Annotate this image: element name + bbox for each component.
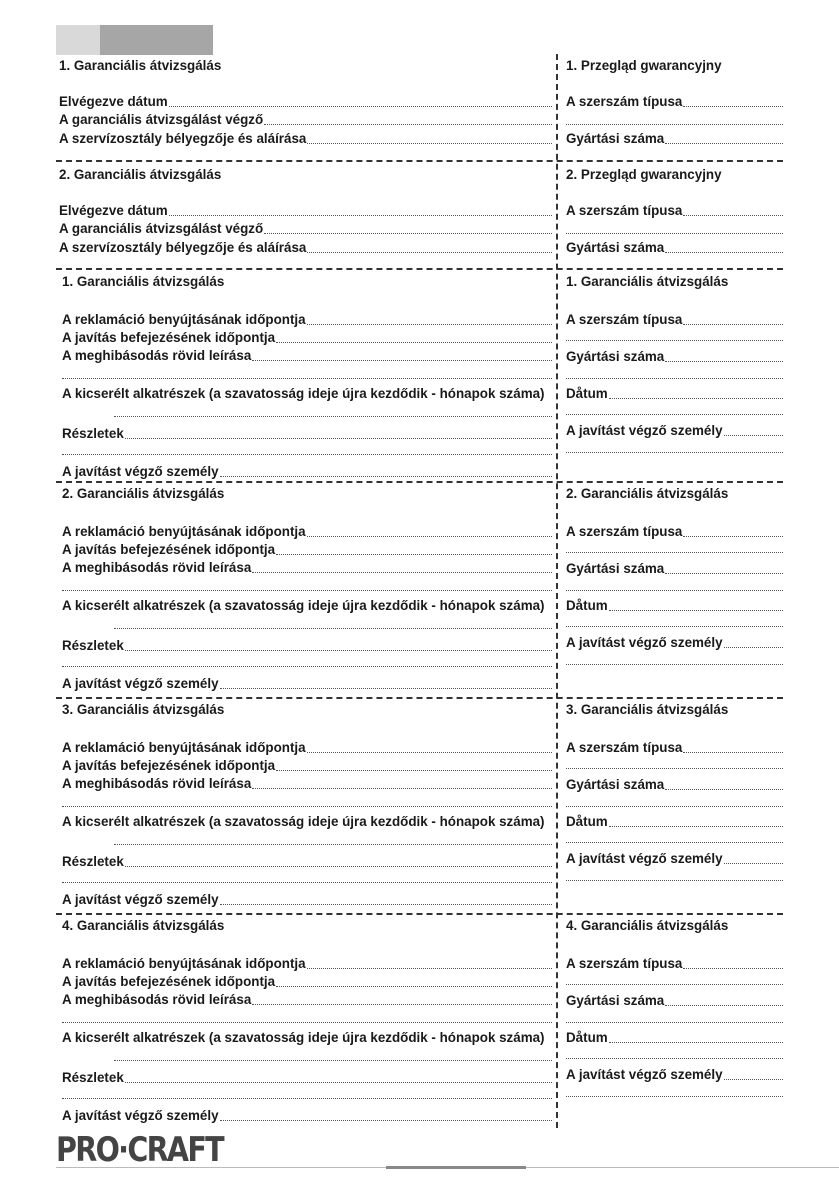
field-serial-number[interactable] bbox=[566, 240, 783, 256]
field-repair-person-right-label: A javítást végző személy bbox=[566, 423, 723, 438]
field-repair-person-label: A javítást végző személy bbox=[62, 1108, 219, 1123]
field-completed-date-dotted-line[interactable] bbox=[169, 106, 552, 107]
field-repair-person-right-label: A javítást végző személy bbox=[566, 851, 723, 866]
blank-line[interactable] bbox=[566, 590, 783, 591]
field-replaced-parts-label: A kicserélt alkatrészek (a szavatosság ideje újra kezdődik - hónapok száma) bbox=[62, 1030, 545, 1045]
field-repair-end-date-label: A javítás befejezésének időpontja bbox=[62, 974, 276, 989]
field-replaced-parts-line[interactable] bbox=[114, 844, 552, 845]
field-repair-person-dotted-line[interactable] bbox=[220, 476, 552, 477]
field-replaced-parts-label: A kicserélt alkatrészek (a szavatosság ideje újra kezdődik - hónapok száma) bbox=[62, 814, 545, 829]
field-details[interactable] bbox=[62, 426, 552, 442]
field-serial-number-label: Gyártási száma bbox=[566, 349, 665, 364]
field-inspector[interactable] bbox=[59, 221, 552, 237]
field-tool-type[interactable] bbox=[566, 524, 783, 540]
field-tool-type[interactable] bbox=[566, 312, 783, 328]
field-fault-description[interactable] bbox=[62, 776, 552, 792]
field-claim-date-dotted-line[interactable] bbox=[307, 324, 552, 325]
field-tool-type-dotted-line[interactable] bbox=[683, 215, 783, 216]
blank-line[interactable] bbox=[566, 806, 783, 807]
section-divider bbox=[56, 913, 783, 915]
blank-line[interactable] bbox=[62, 666, 552, 667]
blank-line[interactable] bbox=[566, 1058, 783, 1059]
blank-line[interactable] bbox=[566, 452, 783, 453]
field-details-label: Részletek bbox=[62, 426, 124, 441]
field-tool-type-dotted-line[interactable] bbox=[683, 106, 783, 107]
field-tool-type-dotted-line[interactable] bbox=[683, 324, 783, 325]
field-claim-date-dotted-line[interactable] bbox=[307, 968, 552, 969]
field-claim-date[interactable] bbox=[62, 956, 552, 972]
field-tool-type-label: A szerszám típusa bbox=[566, 203, 683, 218]
blank-line[interactable] bbox=[566, 626, 783, 627]
field-replaced-parts-line[interactable] bbox=[114, 416, 552, 417]
field-tool-type-label: A szerszám típusa bbox=[566, 956, 683, 971]
field-repair-end-date-dotted-line[interactable] bbox=[276, 986, 552, 987]
blank-line[interactable] bbox=[566, 378, 783, 379]
field-details-dotted-line[interactable] bbox=[125, 1082, 552, 1083]
field-claim-date[interactable] bbox=[62, 524, 552, 540]
blank-line[interactable] bbox=[566, 552, 783, 553]
field-replaced-parts-line[interactable] bbox=[114, 628, 552, 629]
field-date-dotted-line[interactable] bbox=[609, 610, 783, 611]
field-claim-date-label: A reklamáció benyújtásának időpontja bbox=[62, 524, 306, 539]
field-repair-person-dotted-line[interactable] bbox=[220, 1120, 552, 1121]
field-repair-person-right[interactable] bbox=[566, 851, 783, 867]
field-repair-person-right-label: A javítást végző személy bbox=[566, 1067, 723, 1082]
field-repair-person-right[interactable] bbox=[566, 1067, 783, 1083]
field-repair-person-right-dotted-line[interactable] bbox=[724, 647, 783, 648]
section-title-right: 3. Garanciális átvizsgálás bbox=[566, 702, 729, 717]
field-repair-end-date-dotted-line[interactable] bbox=[276, 554, 552, 555]
field-completed-date[interactable] bbox=[59, 94, 552, 110]
field-date[interactable] bbox=[566, 598, 783, 614]
field-claim-date-dotted-line[interactable] bbox=[307, 536, 552, 537]
blank-line[interactable] bbox=[566, 233, 783, 234]
field-repair-person-right-dotted-line[interactable] bbox=[724, 435, 783, 436]
field-serial-number[interactable] bbox=[566, 993, 783, 1009]
field-repair-person-right-label: A javítást végző személy bbox=[566, 635, 723, 650]
field-serial-number-label: Gyártási száma bbox=[566, 777, 665, 792]
section-divider bbox=[56, 481, 783, 483]
section-title: 3. Garanciális átvizsgálás bbox=[62, 702, 225, 717]
field-repair-person[interactable] bbox=[62, 676, 552, 692]
field-completed-date-label: Elvégezve dátum bbox=[59, 94, 168, 109]
field-repair-end-date-label: A javítás befejezésének időpontja bbox=[62, 758, 276, 773]
section-title-right: 1. Garanciális átvizsgálás bbox=[566, 274, 729, 289]
field-repair-end-date[interactable] bbox=[62, 758, 552, 774]
field-stamp-signature[interactable] bbox=[59, 131, 552, 147]
field-replaced-parts-label: A kicserélt alkatrészek (a szavatosság ideje újra kezdődik - hónapok száma) bbox=[62, 386, 545, 401]
field-inspector-dotted-line[interactable] bbox=[264, 124, 552, 125]
field-repair-person-label: A javítást végző személy bbox=[62, 676, 219, 691]
field-repair-person[interactable] bbox=[62, 892, 552, 908]
field-date[interactable] bbox=[566, 814, 783, 830]
section-title: 2. Garanciális átvizsgálás bbox=[59, 167, 222, 182]
field-claim-date-label: A reklamáció benyújtásának időpontja bbox=[62, 740, 306, 755]
field-tool-type-label: A szerszám típusa bbox=[566, 312, 683, 327]
field-stamp-signature[interactable] bbox=[59, 240, 552, 256]
field-details-label: Részletek bbox=[62, 638, 124, 653]
field-date-dotted-line[interactable] bbox=[609, 1042, 783, 1043]
field-repair-end-date-label: A javítás befejezésének időpontja bbox=[62, 542, 276, 557]
field-tool-type-label: A szerszám típusa bbox=[566, 524, 683, 539]
column-divider bbox=[556, 54, 558, 1128]
section-divider bbox=[56, 697, 783, 699]
field-serial-number-dotted-line[interactable] bbox=[665, 789, 783, 790]
blank-line[interactable] bbox=[566, 1096, 783, 1097]
field-stamp-signature-label: A szervízosztály bélyegzője és aláírása bbox=[59, 131, 307, 146]
blank-line[interactable] bbox=[566, 124, 783, 125]
field-repair-person-right-dotted-line[interactable] bbox=[724, 863, 783, 864]
blank-line[interactable] bbox=[566, 664, 783, 665]
field-serial-number-dotted-line[interactable] bbox=[665, 143, 783, 144]
field-serial-number-dotted-line[interactable] bbox=[665, 361, 783, 362]
field-serial-number-label: Gyártási száma bbox=[566, 131, 665, 146]
field-repair-end-date-dotted-line[interactable] bbox=[276, 342, 552, 343]
blank-line[interactable] bbox=[62, 882, 552, 883]
field-repair-end-date[interactable] bbox=[62, 542, 552, 558]
field-inspector-label: A garanciális átvizsgálást végző bbox=[59, 112, 264, 127]
field-fault-description[interactable] bbox=[62, 560, 552, 576]
field-completed-date-label: Elvégezve dátum bbox=[59, 203, 168, 218]
field-serial-number[interactable] bbox=[566, 777, 783, 793]
field-serial-number[interactable] bbox=[566, 349, 783, 365]
field-date-dotted-line[interactable] bbox=[609, 826, 783, 827]
section-title: 2. Garanciális átvizsgálás bbox=[62, 486, 225, 501]
header-tab-light bbox=[56, 25, 100, 55]
field-stamp-signature-dotted-line[interactable] bbox=[307, 143, 552, 144]
field-fault-description-label: A meghibásodás rövid leírása bbox=[62, 776, 252, 791]
field-repair-end-date-label: A javítás befejezésének időpontja bbox=[62, 330, 276, 345]
field-date[interactable] bbox=[566, 386, 783, 402]
section-title: 1. Garanciális átvizsgálás bbox=[59, 58, 222, 73]
section-divider bbox=[56, 160, 783, 162]
blank-line[interactable] bbox=[566, 1022, 783, 1023]
section-title-right: 4. Garanciális átvizsgálás bbox=[566, 918, 729, 933]
field-repair-end-date[interactable] bbox=[62, 974, 552, 990]
field-repair-person-right-dotted-line[interactable] bbox=[724, 1079, 783, 1080]
field-tool-type-dotted-line[interactable] bbox=[683, 752, 783, 753]
field-tool-type-label: A szerszám típusa bbox=[566, 94, 683, 109]
field-serial-number-dotted-line[interactable] bbox=[665, 1005, 783, 1006]
field-completed-date-dotted-line[interactable] bbox=[169, 215, 552, 216]
field-details[interactable] bbox=[62, 1070, 552, 1086]
field-tool-type-label: A szerszám típusa bbox=[566, 740, 683, 755]
field-claim-date-dotted-line[interactable] bbox=[307, 752, 552, 753]
field-repair-person[interactable] bbox=[62, 464, 552, 480]
blank-line[interactable] bbox=[566, 984, 783, 985]
field-tool-type-dotted-line[interactable] bbox=[683, 968, 783, 969]
field-replaced-parts-label: A kicserélt alkatrészek (a szavatosság ideje újra kezdődik - hónapok száma) bbox=[62, 598, 545, 613]
field-fault-description-dotted-line[interactable] bbox=[252, 360, 552, 361]
field-fault-description[interactable] bbox=[62, 992, 552, 1008]
field-stamp-signature-label: A szervízosztály bélyegzője és aláírása bbox=[59, 240, 307, 255]
field-replaced-parts-line[interactable] bbox=[114, 1060, 552, 1061]
field-claim-date-label: A reklamáció benyújtásának időpontja bbox=[62, 312, 306, 327]
field-serial-number[interactable] bbox=[566, 561, 783, 577]
field-fault-description-label: A meghibásodás rövid leírása bbox=[62, 348, 252, 363]
blank-line[interactable] bbox=[566, 340, 783, 341]
field-repair-person-dotted-line[interactable] bbox=[220, 904, 552, 905]
header-tab-dark bbox=[100, 25, 213, 55]
field-tool-type[interactable] bbox=[566, 94, 783, 110]
blank-line[interactable] bbox=[566, 880, 783, 881]
field-details[interactable] bbox=[62, 638, 552, 654]
field-details[interactable] bbox=[62, 854, 552, 870]
blank-line[interactable] bbox=[566, 768, 783, 769]
field-details-dotted-line[interactable] bbox=[125, 438, 552, 439]
blank-line[interactable] bbox=[62, 378, 552, 379]
field-serial-number-label: Gyártási száma bbox=[566, 561, 665, 576]
field-fault-description-dotted-line[interactable] bbox=[252, 1004, 552, 1005]
section-title: 4. Garanciális átvizsgálás bbox=[62, 918, 225, 933]
field-repair-person-label: A javítást végző személy bbox=[62, 464, 219, 479]
field-fault-description-label: A meghibásodás rövid leírása bbox=[62, 992, 252, 1007]
field-completed-date[interactable] bbox=[59, 203, 552, 219]
field-repair-person-right[interactable] bbox=[566, 635, 783, 651]
field-stamp-signature-dotted-line[interactable] bbox=[307, 252, 552, 253]
field-tool-type[interactable] bbox=[566, 203, 783, 219]
section-divider bbox=[56, 268, 783, 270]
section-title-right: 1. Przegląd gwarancyjny bbox=[566, 58, 722, 73]
field-inspector[interactable] bbox=[59, 112, 552, 128]
field-serial-number-label: Gyártási száma bbox=[566, 240, 665, 255]
footer-accent-bar bbox=[386, 1166, 526, 1169]
field-serial-number-dotted-line[interactable] bbox=[665, 252, 783, 253]
field-date-label: Dåtum bbox=[566, 1030, 608, 1045]
field-details-label: Részletek bbox=[62, 854, 124, 869]
field-claim-date-label: A reklamáció benyújtásának időpontja bbox=[62, 956, 306, 971]
field-fault-description-label: A meghibásodás rövid leírása bbox=[62, 560, 252, 575]
field-tool-type-dotted-line[interactable] bbox=[683, 536, 783, 537]
field-date[interactable] bbox=[566, 1030, 783, 1046]
field-inspector-label: A garanciális átvizsgálást végző bbox=[59, 221, 264, 236]
field-details-dotted-line[interactable] bbox=[125, 650, 552, 651]
blank-line[interactable] bbox=[566, 842, 783, 843]
field-inspector-dotted-line[interactable] bbox=[264, 233, 552, 234]
field-fault-description-dotted-line[interactable] bbox=[252, 788, 552, 789]
field-date-label: Dåtum bbox=[566, 814, 608, 829]
field-serial-number-label: Gyártási száma bbox=[566, 993, 665, 1008]
blank-line[interactable] bbox=[62, 806, 552, 807]
field-date-label: Dåtum bbox=[566, 386, 608, 401]
field-date-dotted-line[interactable] bbox=[609, 398, 783, 399]
field-repair-end-date[interactable] bbox=[62, 330, 552, 346]
section-title-right: 2. Przegląd gwarancyjny bbox=[566, 167, 722, 182]
field-claim-date[interactable] bbox=[62, 312, 552, 328]
field-details-label: Részletek bbox=[62, 1070, 124, 1085]
pro-craft-logo: PRO·CRAFT bbox=[56, 1130, 223, 1170]
field-fault-description[interactable] bbox=[62, 348, 552, 364]
field-fault-description-dotted-line[interactable] bbox=[252, 572, 552, 573]
field-tool-type[interactable] bbox=[566, 956, 783, 972]
field-repair-person-dotted-line[interactable] bbox=[220, 688, 552, 689]
field-repair-end-date-dotted-line[interactable] bbox=[276, 770, 552, 771]
field-repair-person-label: A javítást végző személy bbox=[62, 892, 219, 907]
section-title-right: 2. Garanciális átvizsgálás bbox=[566, 486, 729, 501]
blank-line[interactable] bbox=[62, 454, 552, 455]
field-date-label: Dåtum bbox=[566, 598, 608, 613]
blank-line[interactable] bbox=[62, 1098, 552, 1099]
field-tool-type[interactable] bbox=[566, 740, 783, 756]
blank-line[interactable] bbox=[62, 590, 552, 591]
blank-line[interactable] bbox=[62, 1022, 552, 1023]
field-serial-number-dotted-line[interactable] bbox=[665, 573, 783, 574]
field-repair-person[interactable] bbox=[62, 1108, 552, 1124]
field-serial-number[interactable] bbox=[566, 131, 783, 147]
section-title: 1. Garanciális átvizsgálás bbox=[62, 274, 225, 289]
field-claim-date[interactable] bbox=[62, 740, 552, 756]
blank-line[interactable] bbox=[566, 414, 783, 415]
field-details-dotted-line[interactable] bbox=[125, 866, 552, 867]
field-repair-person-right[interactable] bbox=[566, 423, 783, 439]
